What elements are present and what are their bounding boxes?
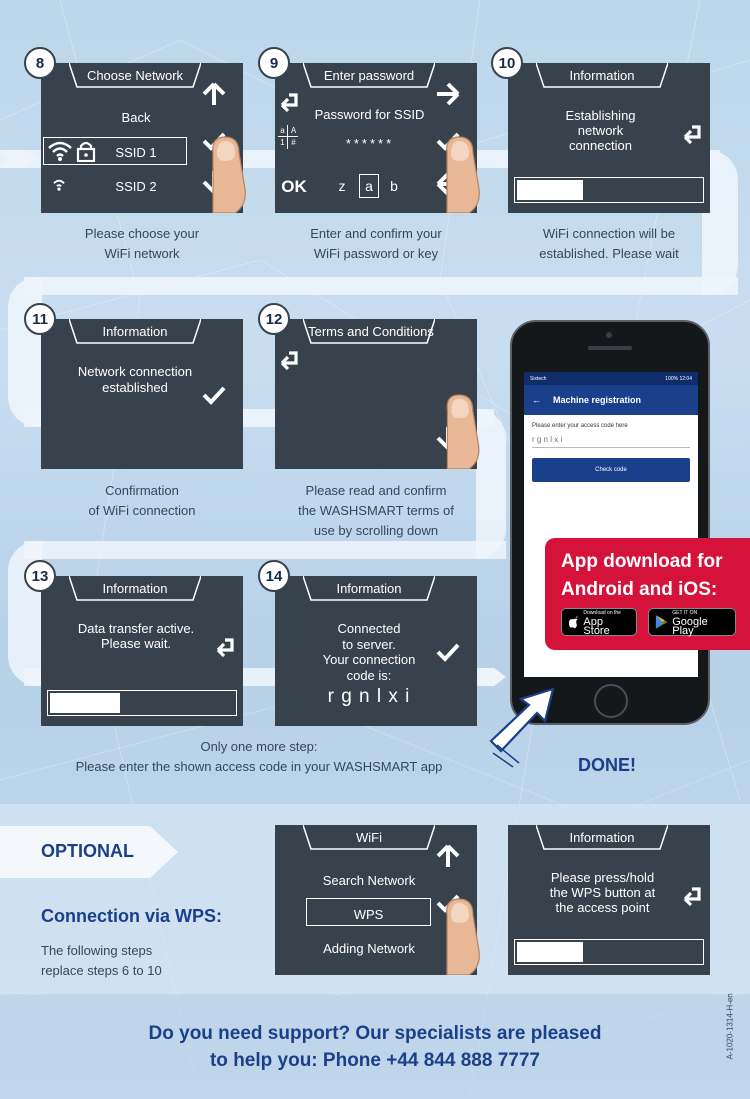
access-code-prompt: Please enter your access code here bbox=[532, 423, 628, 429]
pointer-arrow-icon bbox=[485, 685, 560, 775]
step-8-screen bbox=[35, 54, 243, 213]
case-toggle[interactable]: a A 1 # bbox=[278, 125, 300, 149]
wps-wifi-title: WiFi bbox=[356, 829, 382, 845]
ssid-1-label: SSID 1 bbox=[115, 145, 157, 160]
speaker bbox=[588, 346, 632, 350]
check-icon[interactable] bbox=[435, 642, 461, 662]
ok-key[interactable]: OK bbox=[281, 177, 307, 196]
step-12-screen bbox=[265, 310, 477, 469]
arrow-up-icon[interactable] bbox=[201, 81, 227, 107]
return-icon[interactable] bbox=[682, 123, 704, 145]
status-bar: Sixtech 100% 12:04 bbox=[524, 372, 698, 385]
return-icon[interactable] bbox=[682, 885, 704, 907]
ssid-2-option[interactable]: SSID 2 bbox=[115, 179, 157, 194]
final-instruction: Only one more step: Please enter the shown access code in your WASHSMART app bbox=[75, 739, 443, 774]
step-11-screen bbox=[32, 310, 243, 469]
step-10-screen bbox=[498, 54, 710, 213]
google-play-button[interactable]: GET IT ON Google Play bbox=[648, 608, 736, 636]
step-number-13: 13 bbox=[24, 560, 56, 592]
step-14-screen bbox=[265, 567, 477, 726]
lock-icon bbox=[76, 140, 96, 162]
step-10-message: Establishing network connection bbox=[565, 108, 636, 153]
smartphone bbox=[510, 320, 710, 725]
step-number-10: 10 bbox=[491, 47, 523, 79]
wps-info-screen bbox=[508, 825, 710, 975]
camera bbox=[606, 332, 612, 338]
step-13-screen bbox=[31, 567, 243, 726]
progress-fill bbox=[50, 693, 120, 713]
step-13-message: Data transfer active. Please wait. bbox=[77, 621, 195, 651]
progress-fill bbox=[517, 180, 583, 200]
wps-info-message: Please press/hold the WPS button at the access point bbox=[549, 870, 656, 915]
step-8-title: Choose Network bbox=[86, 67, 184, 83]
wps-note: The following steps replace steps 6 to 10 bbox=[41, 943, 162, 978]
wps-wifi-screen bbox=[275, 825, 477, 975]
password-label: Password for SSID bbox=[314, 107, 425, 122]
step-8-caption: Please choose your WiFi network bbox=[84, 226, 200, 261]
step-number-9: 9 bbox=[258, 47, 290, 79]
password-mask: ****** bbox=[345, 136, 395, 151]
document-reference: A-1020-1314-H-en bbox=[725, 993, 735, 1060]
progress-fill bbox=[517, 942, 583, 962]
path-arrow-start bbox=[0, 150, 40, 168]
app-bar bbox=[524, 385, 698, 415]
adding-network-option[interactable]: Adding Network bbox=[323, 941, 415, 956]
google-play-icon bbox=[655, 614, 668, 630]
search-network-option[interactable]: Search Network bbox=[322, 873, 416, 888]
step-number-12: 12 bbox=[258, 303, 290, 335]
finger-pointer-icon bbox=[443, 895, 483, 975]
support-text: Do you need support? Our specialists are pleased to help you: Phone +44 844 888 7777 bbox=[148, 1023, 602, 1071]
step-12-title: Terms and Conditions bbox=[308, 323, 434, 339]
step-14-title: Information bbox=[336, 580, 402, 596]
step-number-8: 8 bbox=[24, 47, 56, 79]
step-number-11: 11 bbox=[24, 303, 56, 335]
step-11-caption: Confirmation of WiFi connection bbox=[88, 483, 196, 518]
badge-text: App download for Android and iOS: bbox=[561, 551, 723, 600]
apple-icon bbox=[568, 615, 579, 629]
arrow-right-icon[interactable] bbox=[435, 81, 461, 107]
step-14-message: Connected to server. Your connection code is: bbox=[322, 621, 416, 683]
step-11-title: Information bbox=[102, 323, 168, 339]
step-9-caption: Enter and confirm your WiFi password or key bbox=[310, 226, 442, 261]
optional-label: OPTIONAL bbox=[41, 841, 134, 861]
step-11-message: Network connection established bbox=[77, 364, 193, 395]
key-b[interactable]: b bbox=[390, 178, 398, 194]
step-10-caption: WiFi connection will be established. Please wait bbox=[539, 226, 679, 261]
key-z[interactable]: z bbox=[338, 178, 346, 194]
progress-bar bbox=[514, 939, 704, 965]
wifi-icon bbox=[47, 140, 73, 162]
wps-heading: Connection via WPS: bbox=[41, 906, 223, 926]
back-arrow-icon[interactable]: ← bbox=[532, 395, 541, 405]
progress-bar bbox=[514, 177, 704, 203]
progress-bar bbox=[47, 690, 237, 716]
app-title: Machine registration bbox=[553, 395, 642, 405]
wps-info-title: Information bbox=[569, 829, 635, 845]
step-number-14: 14 bbox=[258, 560, 290, 592]
step-9-screen bbox=[269, 54, 477, 213]
check-icon[interactable] bbox=[201, 385, 227, 405]
finger-pointer-icon bbox=[443, 391, 483, 469]
access-code-input[interactable]: r g n l x i bbox=[532, 435, 690, 448]
wps-option: WPS bbox=[353, 907, 384, 922]
step-12-caption: Please read and confirm the WASHSMART terms of use by scrolling down bbox=[298, 483, 454, 538]
step-10-title: Information bbox=[569, 67, 635, 83]
return-icon[interactable] bbox=[215, 636, 237, 658]
home-button[interactable] bbox=[594, 684, 628, 718]
step-9-title: Enter password bbox=[323, 67, 415, 83]
wifi-icon bbox=[49, 176, 69, 192]
check-code-button[interactable]: Check code bbox=[532, 458, 690, 482]
finger-pointer-icon bbox=[209, 133, 249, 213]
arrow-up-icon[interactable] bbox=[435, 843, 461, 869]
done-label: DONE! bbox=[578, 755, 636, 775]
app-download-badge bbox=[545, 538, 750, 650]
app-store-button[interactable]: Download on the App Store bbox=[561, 608, 637, 636]
connection-code: r g n l x i bbox=[327, 686, 411, 707]
back-option[interactable]: Back bbox=[121, 110, 151, 125]
key-a: a bbox=[365, 178, 373, 194]
return-icon[interactable] bbox=[279, 349, 301, 371]
step-13-title: Information bbox=[102, 580, 168, 596]
finger-pointer-icon bbox=[443, 133, 483, 213]
